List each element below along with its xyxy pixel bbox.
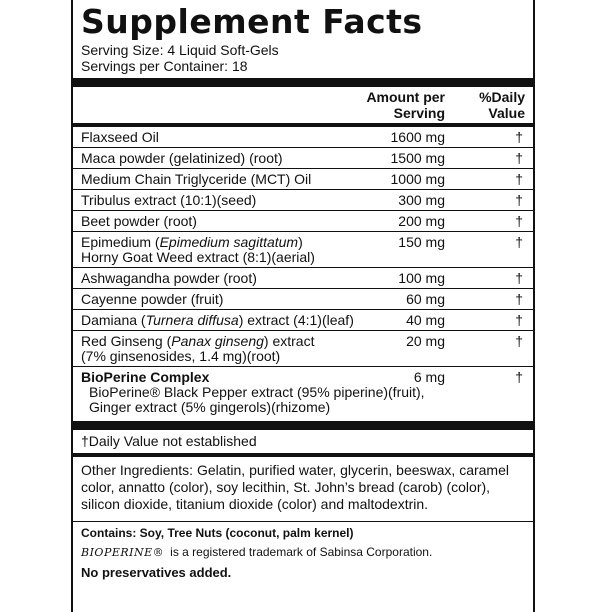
ingredient-amount: 6 mg: [413, 369, 445, 385]
ingredient-amount: 300 mg: [398, 192, 445, 208]
amount-header-line1: Amount per: [366, 89, 445, 105]
latin-name: Panax ginseng: [171, 333, 264, 349]
ingredient-dv: †: [515, 171, 523, 187]
ingredient-name: [81, 334, 341, 349]
allergen-statement: Contains: Soy, Tree Nuts (coconut, palm kernel): [73, 521, 533, 540]
ingredient-name: [81, 235, 341, 250]
ingredient-dv: †: [515, 270, 523, 286]
ingredient-amount: 1500 mg: [390, 150, 445, 166]
servings-per-container: Servings per Container: 18: [81, 58, 248, 74]
dv-header-line2: Value: [488, 105, 525, 121]
ingredient-name: BioPerine Complex: [81, 369, 210, 385]
thick-divider-bottom: [73, 421, 533, 430]
table-row: [73, 331, 533, 367]
table-row: [73, 169, 533, 190]
panel-content: [81, 0, 525, 581]
supplement-facts-panel: [71, 0, 535, 612]
ingredient-name: Beet powder (root): [81, 213, 197, 229]
daily-value-footnote: †Daily Value not established: [81, 433, 257, 449]
ingredient-dv: †: [515, 291, 523, 307]
table-row: [73, 289, 533, 310]
name-part: ): [298, 234, 303, 250]
ingredient-dv: †: [515, 333, 523, 349]
no-preservatives: No preservatives added.: [81, 565, 232, 580]
ingredient-amount: 200 mg: [398, 213, 445, 229]
daily-value-header: [459, 89, 525, 121]
ingredient-name: Tribulus extract (10:1)(seed): [81, 192, 257, 208]
complex-sub-ingredient: BioPerine® Black Pepper extract (95% piperine)(fruit),: [89, 384, 425, 400]
name-part: ) extract (4:1)(leaf): [238, 312, 354, 328]
ingredient-amount: 1600 mg: [390, 129, 445, 145]
trademark-line: [81, 540, 525, 561]
thick-divider-top: [73, 78, 533, 87]
ingredient-amount: 60 mg: [406, 291, 445, 307]
table-row: [73, 232, 533, 268]
ingredient-amount: 20 mg: [406, 333, 445, 349]
name-part: Red Ginseng (: [81, 333, 172, 349]
panel-title: Supplement Facts: [81, 2, 423, 41]
table-row: [73, 268, 533, 289]
ingredient-name: Medium Chain Triglyceride (MCT) Oil: [81, 171, 312, 187]
name-part: Epimedium (: [81, 234, 160, 250]
table-row: [73, 211, 533, 232]
ingredient-name: Flaxseed Oil: [81, 129, 159, 145]
ingredient-dv: †: [515, 192, 523, 208]
table-row: [73, 367, 533, 421]
table-row: [73, 148, 533, 169]
table-row: [73, 127, 533, 148]
amount-header-line2: Serving: [393, 105, 445, 121]
ingredient-name-line2: (7% ginsenosides, 1.4 mg)(root): [81, 348, 281, 364]
name-part: ) extract: [263, 333, 315, 349]
other-ingredients: Other Ingredients: Gelatin, purified water, glycerin, beeswax, caramel color, annatto (color), soy lecithin, St. John’s bread (carob) (color), silicon dioxide, titanium dioxide (color) and maltodextrin.: [81, 462, 509, 512]
table-row: [73, 190, 533, 211]
bioperine-logo: BIOPERINE®: [81, 546, 165, 559]
ingredient-name: [81, 312, 354, 328]
ingredient-dv: †: [515, 369, 523, 385]
complex-sub-ingredient: Ginger extract (5% gingerols)(rhizome): [89, 399, 331, 415]
ingredient-dv: †: [515, 312, 523, 328]
ingredient-amount: 40 mg: [406, 312, 445, 328]
ingredient-dv: †: [515, 213, 523, 229]
dv-header-line1: %Daily: [479, 89, 525, 105]
ingredient-dv: †: [515, 150, 523, 166]
ingredient-name: Cayenne powder (fruit): [81, 291, 224, 307]
ingredient-amount: 100 mg: [398, 270, 445, 286]
name-part: Damiana (: [81, 312, 146, 328]
ingredient-dv: †: [515, 129, 523, 145]
amount-header: [353, 89, 445, 121]
latin-name: Epimedium sagittatum: [159, 234, 299, 250]
serving-size: Serving Size: 4 Liquid Soft-Gels: [81, 42, 279, 58]
ingredient-name-line2: Horny Goat Weed extract (8:1)(aerial): [81, 249, 315, 265]
ingredient-name: Ashwagandha powder (root): [81, 270, 257, 286]
latin-name: Turnera diffusa: [145, 312, 239, 328]
ingredient-amount: 1000 mg: [390, 171, 445, 187]
ingredient-dv: †: [515, 234, 523, 250]
trademark-text: is a registered trademark of Sabinsa Corporation.: [170, 545, 433, 559]
ingredient-name: Maca powder (gelatinized) (root): [81, 150, 283, 166]
table-row: [73, 310, 533, 331]
ingredient-amount: 150 mg: [398, 234, 445, 250]
column-header: [81, 87, 525, 123]
